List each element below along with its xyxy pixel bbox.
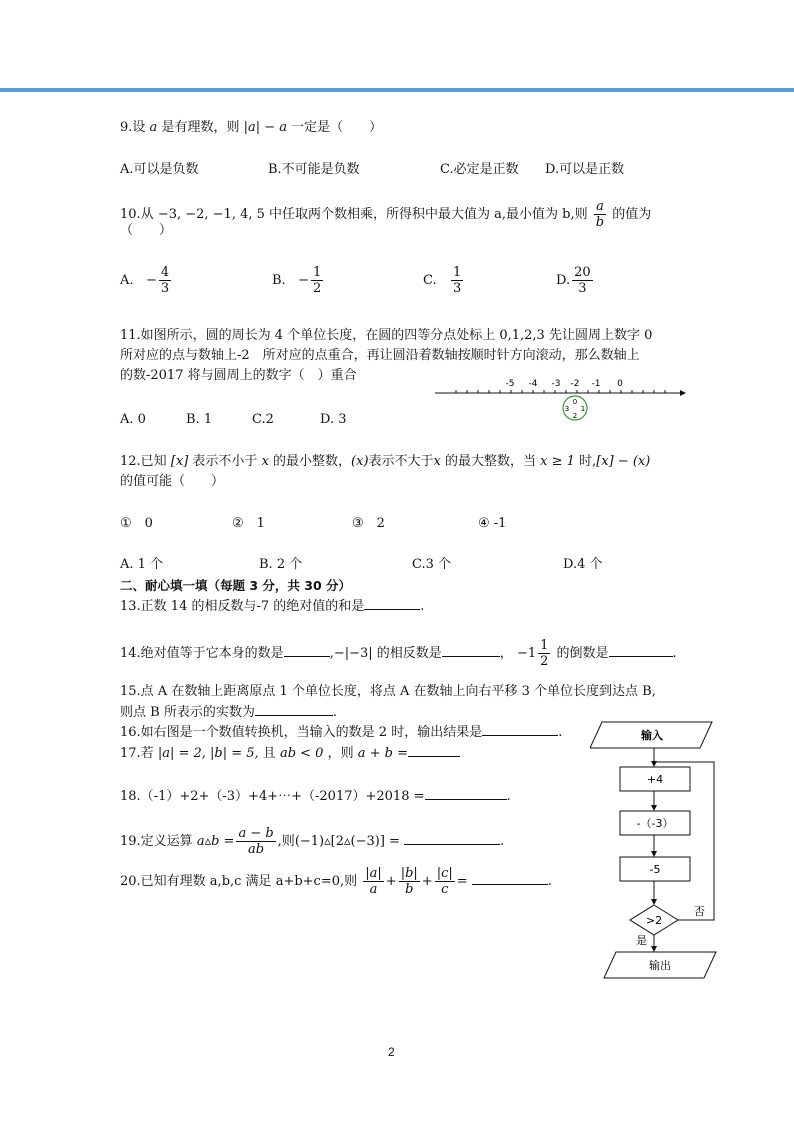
q12-text-4: 表示不大于 <box>368 454 434 469</box>
question-12 <box>120 453 650 471</box>
header-rule <box>0 88 794 92</box>
q14-answer-blank-2[interactable] <box>442 644 500 657</box>
q10-option-d <box>556 265 595 296</box>
q20-plus-1: + <box>385 874 397 889</box>
flowchart <box>590 712 740 992</box>
flow-step-minus5-label: -5 <box>649 863 661 876</box>
question-9 <box>120 119 382 137</box>
q11-option-d: D. 3 <box>320 412 347 427</box>
q10-option-a-den: 3 <box>160 281 170 296</box>
q20-frac-b-den: b <box>405 882 414 897</box>
q12-option-b: B. 2 个 <box>259 557 303 572</box>
flow-step-minus-neg3-label: -（-3） <box>636 817 674 830</box>
q15-text: 则点 B 所表示的实数为 <box>120 705 255 720</box>
q10-option-d-den: 3 <box>578 281 587 296</box>
q11-line-2: 所对应的点与数轴上-2 所对应的点重合，再让圆沿着数轴按顺时针方向滚动，那么数轴上 <box>120 348 640 363</box>
q12-option-d: D.4 个 <box>563 557 603 572</box>
axis-label-minus3: -3 <box>551 379 561 389</box>
question-14 <box>120 638 677 669</box>
q20-frac-a-num: |a| <box>365 866 382 881</box>
axis-label-minus4: -4 <box>528 379 538 389</box>
q17-text: 17.若 <box>120 746 158 761</box>
q19-text: 19.定义运算 <box>120 834 197 849</box>
q12-floor-notation: (x) <box>351 454 369 469</box>
flow-yes-label: 是 <box>636 934 647 947</box>
q10-option-d-num: 20 <box>574 265 591 280</box>
q20-frac-c-num: |c| <box>436 866 453 881</box>
circle-label-1: 1 <box>580 405 586 413</box>
axis-label-0: 0 <box>617 379 623 389</box>
q19-lhs: a▵b = <box>196 834 235 849</box>
q14-text: 14.绝对值等于它本身的数是 <box>120 646 284 661</box>
q12-choice-4: ④ -1 <box>478 516 507 531</box>
q12-text: 12.已知 <box>120 454 171 469</box>
q15-line-2 <box>120 703 337 722</box>
q12-text-6: 时, <box>574 454 597 469</box>
q12-text-5: 的最大整数，当 <box>440 454 541 469</box>
q13-text: 13.正数 14 的相反数与-7 的绝对值的和是 <box>120 599 365 614</box>
flow-arrowhead-2 <box>651 805 657 811</box>
axis-label-minus5: -5 <box>505 379 515 389</box>
circle-label-3: 3 <box>564 405 570 413</box>
q17-expression: a + b <box>357 746 393 761</box>
q11-line-1: 11.如图所示，圆的周长为 4 个单位长度，在圆的四等分点处标上 0,1,2,3 先让圆周上数字 0 <box>120 328 653 343</box>
q19-fraction <box>236 826 275 857</box>
q10-option-a <box>120 265 173 296</box>
number-line-figure <box>430 372 690 424</box>
q14-text-3: 的倒数是 <box>552 646 609 661</box>
q15-answer-blank[interactable] <box>255 703 333 716</box>
q12-choice-2: ② 1 <box>232 516 265 531</box>
question-17 <box>120 744 460 763</box>
q18-text: 18.（-1）+2+（-3）+4+⋯+（-2017）+2018 = <box>120 789 425 804</box>
q16-answer-blank[interactable] <box>482 723 558 736</box>
flow-no-label: 否 <box>694 905 705 918</box>
q10-answer-bracket: （ ） <box>120 223 173 238</box>
axis-label-minus2: -2 <box>570 379 580 389</box>
q9-text-2: 是有理数，则 <box>157 120 244 135</box>
question-19 <box>120 826 504 857</box>
q10-option-a-label: A. <box>120 273 134 288</box>
q14-mixed-den: 2 <box>540 654 549 669</box>
question-16 <box>120 723 562 742</box>
q20-text: 20.已知有理数 a,b,c 满足 a+b+c=0,则 <box>120 874 362 889</box>
q10-option-d-fraction <box>572 265 593 296</box>
flow-arrowhead-3 <box>651 851 657 857</box>
q12-var-2: x <box>433 454 441 469</box>
q10-option-a-fraction <box>159 265 171 296</box>
q14-answer-blank-3[interactable] <box>609 644 673 657</box>
q10-option-b <box>272 265 325 296</box>
q19-frac-num: a − b <box>238 826 274 841</box>
q17-text-2: 且 <box>258 746 280 761</box>
q12-expression: [x] − (x) <box>596 454 651 469</box>
q9-option-c: C.必定是正数 <box>440 162 519 177</box>
flow-decision-label: >2 <box>645 914 663 927</box>
question-20 <box>120 866 552 897</box>
q14-end: . <box>672 646 677 661</box>
q10-option-b-sign: − <box>298 273 309 288</box>
q14-answer-blank-1[interactable] <box>284 644 330 657</box>
q11-option-c: C.2 <box>252 412 274 427</box>
q12-text-2: 表示不小于 <box>188 454 262 469</box>
q12-text-3: 的最小整数， <box>268 454 352 469</box>
q10-option-a-num: 4 <box>160 265 170 280</box>
flow-arrowhead-5 <box>651 946 657 952</box>
q12-choice-3: ③ 2 <box>352 516 385 531</box>
question-13 <box>120 597 424 616</box>
number-line-arrow <box>680 390 686 396</box>
q16-end: . <box>558 725 563 740</box>
q10-option-c-fraction <box>451 265 463 296</box>
q14-text-2: 的相反数是 <box>372 646 442 661</box>
flow-step-add4-label: +4 <box>646 773 664 786</box>
q10-option-b-fraction <box>311 265 323 296</box>
q20-end: . <box>547 874 552 889</box>
q10-frac-num: a <box>596 199 604 214</box>
q11-option-b: B. 1 <box>186 412 213 427</box>
q10-option-b-label: B. <box>272 273 286 288</box>
q20-frac-a-den: a <box>369 882 378 897</box>
q9-text-3: 一定是（ ） <box>287 120 383 135</box>
q20-frac-c-den: c <box>441 882 449 897</box>
q12-line-2: 的值可能（ ） <box>120 474 225 489</box>
flow-input-label: 输入 <box>641 729 663 742</box>
circle-label-2: 2 <box>572 412 578 420</box>
q12-choice-1: ① 0 <box>120 516 153 531</box>
q9-option-d: D.可以是正数 <box>545 162 625 177</box>
q10-option-c-den: 3 <box>453 281 462 296</box>
q13-answer-blank[interactable] <box>364 597 420 610</box>
q12-condition: x ≥ 1 <box>540 454 575 469</box>
question-18 <box>120 787 511 806</box>
q9-text: 9.设 <box>120 120 150 135</box>
q20-frac-b-num: |b| <box>400 866 418 881</box>
q17-text-3: ，则 <box>323 746 358 761</box>
circle-label-0: 0 <box>572 398 578 406</box>
q15-line-1: 15.点 A 在数轴上距离原点 1 个单位长度，将点 A 在数轴上向右平移 3 个单位长度到达点 B, <box>120 684 656 699</box>
q11-line-3: 的数-2017 将与圆周上的数字（ ）重合 <box>120 368 357 383</box>
q18-answer-blank[interactable] <box>425 787 507 800</box>
q10-option-b-num: 1 <box>313 265 322 280</box>
q19-text-2: ,则 <box>277 834 295 849</box>
q19-expression: (−1)▵[2▵(−3)] = <box>294 834 400 849</box>
q20-fraction-c <box>435 866 455 897</box>
q14-mixed-fraction <box>538 638 550 669</box>
q10-option-c-num: 1 <box>453 265 462 280</box>
axis-label-minus1: -1 <box>591 379 601 389</box>
q18-end: . <box>506 789 511 804</box>
q9-expression: |a| − a <box>243 120 287 135</box>
flow-output-label: 输出 <box>649 959 671 972</box>
q10-option-a-sign: − <box>145 273 157 288</box>
q20-fraction-a <box>363 866 384 897</box>
q20-fraction-b <box>399 866 420 897</box>
q12-option-c: C.3 个 <box>412 557 452 572</box>
q10-frac-den: b <box>595 215 605 230</box>
q17-condition-2: ab < 0 <box>279 746 324 761</box>
q13-end: . <box>420 599 425 614</box>
q10-text-3: 的值为 <box>608 207 652 222</box>
q10-option-b-den: 2 <box>313 281 322 296</box>
q9-var: a <box>149 120 158 135</box>
flow-arrowhead-4 <box>651 899 657 905</box>
q14-comma: , <box>329 646 334 661</box>
q9-option-b: B.不可能是负数 <box>268 162 360 177</box>
q10-text-2: 中任取两个数相乘，所得积中最大值为 a,最小值为 b,则 <box>264 207 592 222</box>
q14-separator: ， <box>499 646 513 661</box>
q10-text: 10.从 <box>120 207 158 222</box>
q10-option-c <box>423 265 465 296</box>
q17-equals: = <box>392 746 408 761</box>
question-10 <box>120 199 651 230</box>
q10-number-set: −3, −2, −1, 4, 5 <box>157 207 265 222</box>
q19-end: . <box>500 834 505 849</box>
q12-option-a: A. 1 个 <box>120 557 164 572</box>
q9-option-a: A.可以是负数 <box>120 162 199 177</box>
q10-option-c-label: C. <box>423 273 437 288</box>
section-2-heading: 二、耐心填一填（每题 3 分，共 30 分） <box>120 578 352 593</box>
q10-fraction <box>594 199 606 230</box>
q12-var: x <box>261 454 269 469</box>
q16-text: 16.如右图是一个数值转换机，当输入的数是 2 时，输出结果是 <box>120 725 483 740</box>
q15-end: . <box>332 705 337 720</box>
q14-expression: −|−3| <box>333 646 373 661</box>
q19-frac-den: ab <box>248 842 265 857</box>
q20-equals: = <box>456 874 468 889</box>
q10-option-d-label: D. <box>556 273 571 288</box>
q19-answer-blank[interactable] <box>404 832 500 845</box>
q20-plus-2: + <box>421 874 433 889</box>
q14-mixed-num: 1 <box>540 638 549 653</box>
q14-mixed-whole: −1 <box>516 646 537 661</box>
page-number: 2 <box>388 1045 395 1059</box>
q11-option-a: A. 0 <box>120 412 146 427</box>
q17-answer-blank[interactable] <box>408 744 460 757</box>
q12-ceil-notation: [x] <box>170 454 189 469</box>
q20-answer-blank[interactable] <box>472 872 548 885</box>
q17-condition-1: |a| = 2, |b| = 5, <box>157 746 259 761</box>
